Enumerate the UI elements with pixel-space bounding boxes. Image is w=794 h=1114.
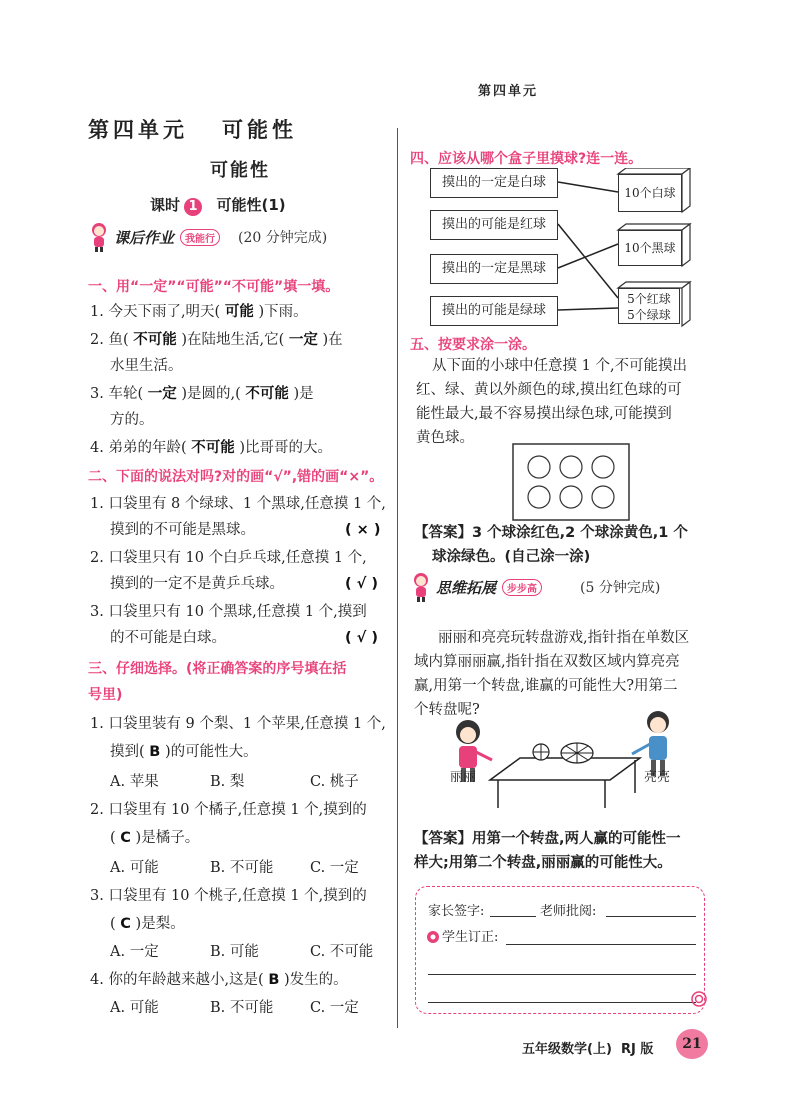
box-mixed-balls: [618, 288, 680, 324]
s5-title: 五、按要求涂一涂。: [410, 337, 536, 353]
s5-answer-2: 球涂绿色。(自己涂一涂): [432, 549, 591, 565]
lesson-title: 可能性(1): [216, 196, 286, 214]
s5-p1: 从下面的小球中任意摸 1 个,不可能摸出: [432, 358, 688, 374]
box-mixed-red: 5个红球: [627, 292, 671, 306]
answer-text: 不可能: [245, 386, 289, 402]
lesson-number-badge: 1: [184, 198, 202, 216]
s2-q1-cont: 摸到的不可能是黑球。: [110, 522, 255, 538]
think-p4: 个转盘呢?: [414, 702, 480, 718]
box-mixed-green: 5个绿球: [627, 308, 671, 322]
spinner-game-illustration: [440, 708, 680, 818]
running-header: 第四单元: [478, 84, 539, 99]
chapter-title: [88, 114, 297, 144]
s3-q3: 3. 口袋里有 10 个桃子,任意摸 1 个,摸到的: [90, 888, 367, 904]
answer-text: B: [268, 972, 280, 988]
flower-icon: [426, 930, 440, 944]
page-number: 21: [676, 1029, 708, 1059]
answer-text: C: [120, 916, 131, 932]
s3-q2-cont: ( C )是橘子。: [110, 830, 200, 846]
think-answer-1: 【答案】用第一个转盘,两人赢的可能性一: [414, 831, 681, 847]
think-p2: 域内算丽丽赢,指针指在双数区域内算亮亮: [414, 654, 680, 670]
s2-q1: 1. 口袋里有 8 个绿球、1 个黑球,任意摸 1 个,: [90, 496, 386, 512]
think-time: (5 分钟完成): [580, 580, 661, 596]
s4-title: 四、应该从哪个盒子里摸球?连一连。: [410, 151, 643, 167]
s2-q3: 3. 口袋里只有 10 个黑球,任意摸 1 个,摸到: [90, 604, 367, 620]
swirl-icon: [690, 990, 708, 1008]
footer-grade: 五年级数学(上) RJ 版: [522, 1042, 654, 1057]
column-divider: [397, 128, 398, 1028]
girl-mascot-icon: [410, 572, 432, 602]
girl-mascot-icon: [88, 222, 110, 252]
s2-title: 二、下面的说法对吗?对的画“√”,错的画“×”。: [88, 469, 384, 485]
s3-note-cont: 号里): [88, 687, 123, 703]
think-answer-2: 样大;用第二个转盘,丽丽赢的可能性大。: [414, 855, 672, 871]
s2-q1-answer: ( × ): [345, 522, 381, 538]
correction-line-1[interactable]: [506, 944, 696, 945]
s2-q3-answer: ( √ ): [345, 630, 379, 646]
s5-p2: 红、绿、黄以外颜色的球,摸出红色球的可: [416, 382, 682, 398]
lesson-prefix: 课时: [150, 196, 181, 214]
s2-q2-cont: 摸到的一定不是黄乒乓球。: [110, 576, 284, 592]
answer-text: 一定: [147, 386, 177, 402]
section-title: 可能性: [210, 160, 270, 181]
chapter-title-unit: 第四单元: [88, 118, 188, 142]
correction-line-3[interactable]: [428, 1002, 696, 1003]
teacher-sign-label: 老师批阅:: [540, 904, 597, 919]
answer-text: 不可能: [133, 332, 177, 348]
s3-q1-options: A. 苹果 B. 梨 C. 桃子: [110, 774, 359, 790]
parent-sign-label: 家长签字:: [428, 904, 485, 919]
think-badge: 步步高: [502, 579, 542, 596]
label-box-red: 摸出的可能是红球: [430, 210, 558, 240]
s1-q4: 4. 弟弟的年龄( 不可能 )比哥哥的大。: [90, 440, 332, 456]
teacher-sign-line[interactable]: [606, 916, 696, 917]
s2-q2-answer: ( √ ): [345, 576, 379, 592]
homework-badge: 我能行: [180, 229, 220, 246]
box-black-balls: 10个黑球: [618, 230, 682, 266]
s1-title: 一、用“一定”“可能”“不可能”填一填。: [88, 279, 340, 295]
chapter-title-topic: 可能性: [222, 118, 297, 142]
s3-q1: 1. 口袋里装有 9 个梨、1 个苹果,任意摸 1 个,: [90, 716, 386, 732]
label-box-black: 摸出的一定是黑球: [430, 254, 558, 284]
homework-time: (20 分钟完成): [238, 230, 328, 246]
s2-q2: 2. 口袋里只有 10 个白乒乓球,任意摸 1 个,: [90, 550, 367, 566]
think-p3: 赢,用第一个转盘,谁赢的可能性大?用第二: [414, 678, 678, 694]
balls-panel: [512, 443, 630, 521]
s3-q4: 4. 你的年龄越来越小,这是( B )发生的。: [90, 972, 348, 988]
homework-banner-text: 课后作业: [114, 228, 175, 247]
s5-p3: 能性最大,最不容易摸出绿色球,可能摸到: [416, 406, 672, 422]
s3-title: 三、仔细选择。(将正确答案的序号填在括: [88, 661, 347, 677]
name-liangliang: 亮亮: [644, 770, 671, 785]
s1-q1: 1. 今天下雨了,明天( 可能 )下雨。: [90, 304, 308, 320]
s3-note: (将正确答案的序号填在括: [186, 661, 347, 677]
lesson-heading: [150, 194, 286, 216]
s3-q4-options: A. 可能 B. 不可能 C. 一定: [110, 1000, 359, 1016]
s1-q2: 2. 鱼( 不可能 )在陆地生活,它( 一定 )在: [90, 332, 343, 348]
label-box-white: 摸出的一定是白球: [430, 168, 558, 198]
s1-q3: 3. 车轮( 一定 )是圆的,( 不可能 )是: [90, 386, 314, 402]
s3-q3-options: A. 一定 B. 可能 C. 不可能: [110, 944, 374, 960]
name-lili: 丽丽: [450, 770, 477, 785]
answer-text: 不可能: [191, 440, 235, 456]
s1-q2-cont: 水里生活。: [110, 358, 183, 374]
think-p1: 丽丽和亮亮玩转盘游戏,指针指在单数区: [438, 630, 690, 646]
answer-text: 可能: [224, 304, 254, 320]
student-correction-label: 学生订正:: [442, 930, 499, 945]
footer-edition: RJ 版: [620, 1042, 654, 1057]
s3-q2-options: A. 可能 B. 不可能 C. 一定: [110, 860, 359, 876]
think-banner: [410, 572, 660, 602]
answer-text: B: [149, 744, 161, 760]
s1-q3-cont: 方的。: [110, 412, 154, 428]
correction-line-2[interactable]: [428, 974, 696, 975]
label-box-green: 摸出的可能是绿球: [430, 296, 558, 326]
answer-text: 一定: [288, 332, 318, 348]
s3-q1-cont: 摸到( B )的可能性大。: [110, 744, 258, 760]
s3-q3-cont: ( C )是梨。: [110, 916, 185, 932]
s5-p4: 黄色球。: [416, 430, 474, 446]
think-banner-text: 思维拓展: [436, 578, 497, 597]
homework-banner: [88, 222, 327, 252]
s3-q2: 2. 口袋里有 10 个橘子,任意摸 1 个,摸到的: [90, 802, 367, 818]
parent-sign-line[interactable]: [490, 916, 536, 917]
s5-answer-1: 【答案】3 个球涂红色,2 个球涂黄色,1 个: [414, 525, 688, 541]
answer-text: C: [120, 830, 131, 846]
box-white-balls: 10个白球: [618, 174, 682, 212]
s2-q3-cont: 的不可能是白球。: [110, 630, 226, 646]
